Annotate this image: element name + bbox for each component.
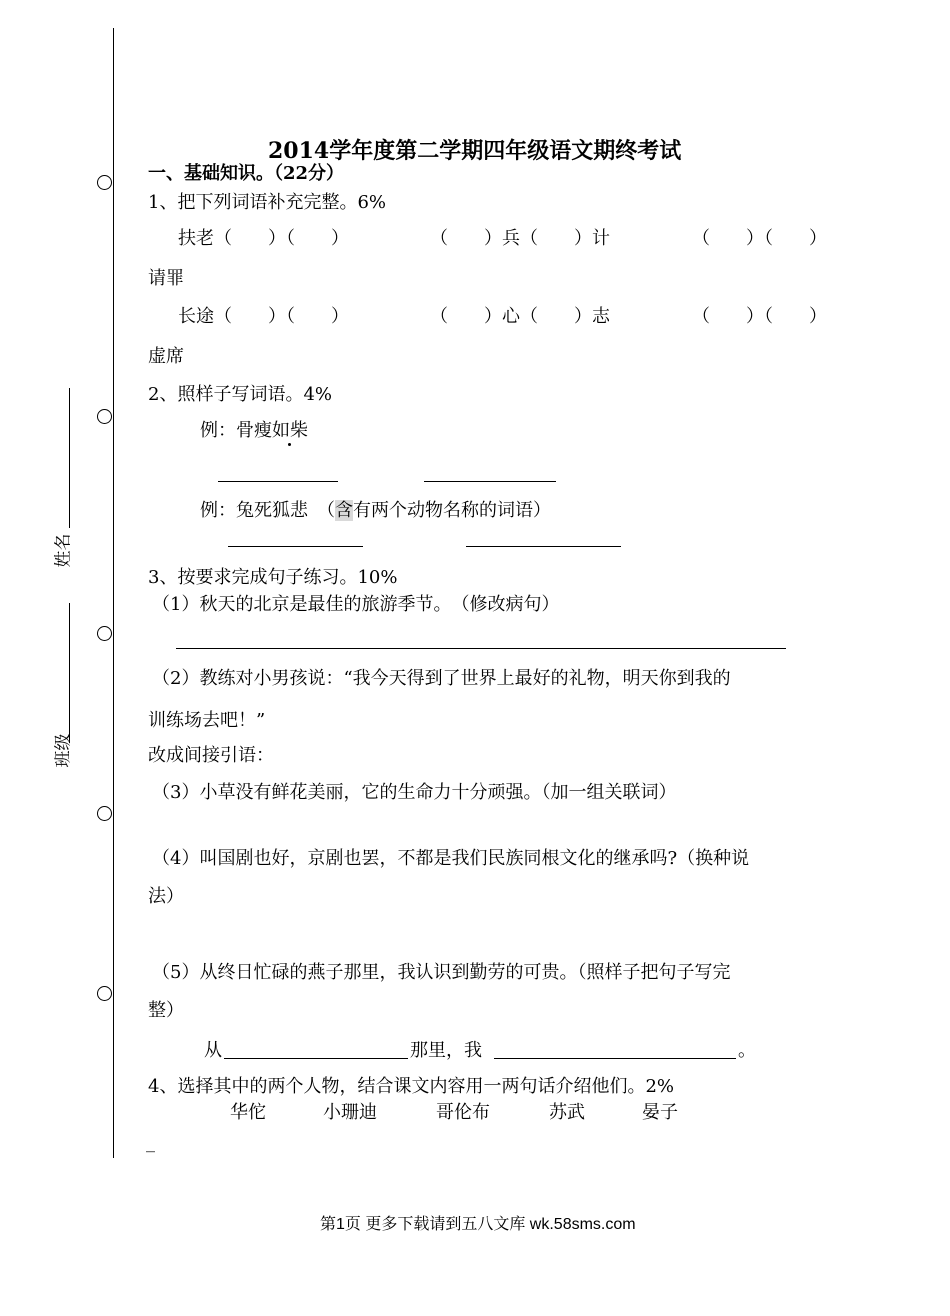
q4-name: 哥伦布 (436, 1102, 490, 1123)
q3-s5-blank-2 (494, 1058, 736, 1059)
q3-s1: （1）秋天的北京是最佳的旅游季节。 （修改病句） (152, 594, 560, 615)
q1-row1-a: 扶老（ ）（ ） (178, 228, 349, 249)
q4-name: 小珊迪 (323, 1102, 377, 1123)
q2-answer-line (218, 481, 338, 482)
q3-s2-line3: 改成间接引语： (148, 745, 274, 766)
q2-prompt: 2、照样子写词语。4% (148, 384, 333, 405)
binding-hole-icon (97, 175, 112, 190)
q4-prompt: 4、选择其中的两个人物，结合课文内容用一两句话介绍他们。2% (148, 1076, 675, 1097)
class-blank-line (69, 603, 70, 743)
q3-s2-line2: 训练场去吧！” (148, 710, 266, 731)
q3-s5-line1: （5）从终日忙碌的燕子那里，我认识到勤劳的可贵。（照样子把句子写完 (152, 962, 731, 983)
binding-line (113, 28, 114, 1158)
q1-prompt: 1、把下列词语补充完整。6% (148, 192, 387, 213)
page-title: 2014学年度第二学期四年级语文期终考试 (268, 138, 682, 164)
q4-name: 苏武 (549, 1102, 585, 1123)
q1-row2-b: （ ）心（ ）志 (430, 306, 610, 327)
q1-row1-tail: 请罪 (148, 268, 184, 289)
q3-s2-line1: （2）教练对小男孩说：“我今天得到了世界上最好的礼物，明天你到我的 (152, 668, 731, 689)
q2-example1: 例：骨瘦如柴 (200, 420, 308, 441)
q1-row2-tail: 虚席 (148, 346, 184, 367)
q2-answer-line (228, 546, 363, 547)
q3-s5-line2: 整） (148, 1000, 184, 1021)
q3-s5-mid: 那里，我 (410, 1040, 482, 1061)
class-label: 班级 (53, 733, 74, 768)
q2-answer-line (424, 481, 556, 482)
highlighted-char: 含 (335, 500, 353, 521)
binding-hole-icon (97, 626, 112, 641)
q4-name: 华佗 (230, 1102, 266, 1123)
q3-prompt: 3、按要求完成句子练习。10% (148, 567, 398, 588)
q3-s4-line2: 法） (148, 886, 184, 907)
q1-row1-c: （ ）（ ） (692, 228, 827, 249)
q3-answer-line (176, 648, 786, 649)
q3-s5-end: 。 (738, 1040, 756, 1061)
q3-s3: （3）小草没有鲜花美丽，它的生命力十分顽强。（加一组关联词） (152, 782, 677, 803)
name-blank-line (69, 388, 70, 528)
q1-row2-c: （ ）（ ） (692, 306, 827, 327)
binding-hole-icon (97, 986, 112, 1001)
name-label: 姓名 (53, 533, 74, 568)
page-footer: 第1页 更多下载请到五八文库 wk.58sms.com (320, 1216, 636, 1233)
q3-s4-line1: （4）叫国剧也好，京剧也罢，不都是我们民族同根文化的继承吗?（换种说 (152, 848, 750, 869)
q2-answer-line (466, 546, 621, 547)
q1-row1-b: （ ）兵（ ）计 (430, 228, 610, 249)
emphasis-dot-icon (288, 443, 291, 446)
q3-s5-blank-1 (224, 1058, 408, 1059)
q4-dash: _ (146, 1132, 155, 1153)
binding-hole-icon (97, 409, 112, 424)
binding-hole-icon (97, 806, 112, 821)
q2-example2: 例：兔死狐悲 （含有两个动物名称的词语） (200, 500, 551, 521)
section-heading: 一、基础知识。（22分） (148, 163, 345, 184)
q3-s5-from: 从 (204, 1040, 222, 1061)
q4-name: 晏子 (642, 1102, 678, 1123)
q1-row2-a: 长途（ ）（ ） (178, 306, 349, 327)
